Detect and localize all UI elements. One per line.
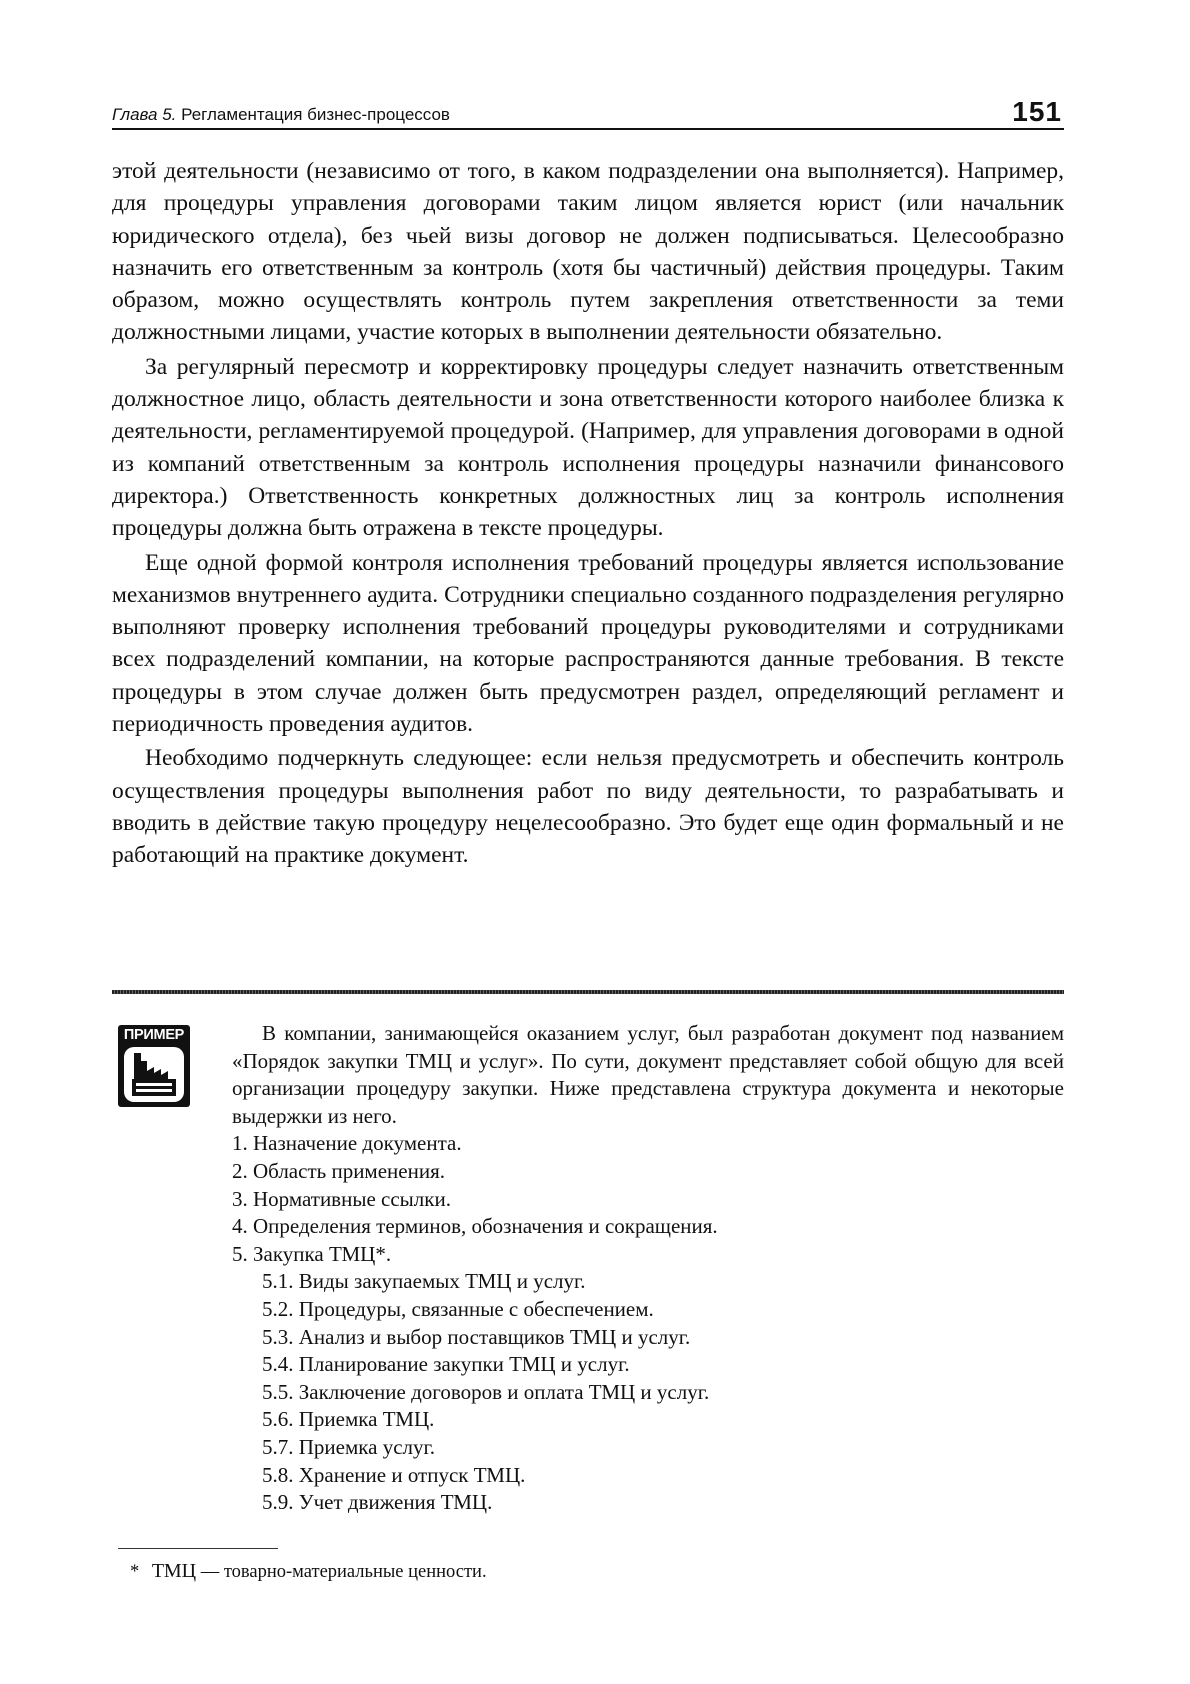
list-subitem: 5.3. Анализ и выбор поставщиков ТМЦ и услуг. xyxy=(262,1324,691,1349)
list-subitem: 5.8. Хранение и отпуск ТМЦ. xyxy=(262,1462,526,1487)
footnote-rule xyxy=(118,1548,278,1549)
paragraph: этой деятельности (независимо от того, в каком подразделении она выполняется). Например, для процедуры управления договорами таким лицом является юрист (или начальник юридического отдела), без чьей визы договор не должен подписываться. Целесообразно назначить его ответственным за контроль (хотя бы частичный) действия процедуры. Таким образом, можно осуществлять контроль путем закрепления ответственности за теми должностными лицами, участие которых в выполнении деятельности обязательно. xyxy=(112,158,1064,346)
list-subitem: 5.4. Планирование закупки ТМЦ и услуг. xyxy=(262,1352,630,1377)
paragraph: Еще одной формой контроля исполнения требований процедуры является использование механизмов внутреннего аудита. Сотрудники специально созданного подразделения регулярно выполняют проверку исполнения требований процедуры руководителями и сотрудниками всех подразделений компании, на которые распространяются данные требования. В тексте процедуры в этом случае должен быть предусмотрен раздел, определяющий регламент и периодичность проведения аудитов. xyxy=(112,549,1064,738)
footnote-text: — товарно-материальные ценности. xyxy=(200,1562,487,1582)
paragraph: За регулярный пересмотр и корректировку процедуры следует назначить ответственным должностное лицо, область деятельности и зона ответственности которого наиболее близка к деятельности, регламентируемой процедурой. (Например, для управления договорами в одной из компаний ответственным за контроль исполнения процедуры назначили финансового директора.) Ответственность конкретных должностных лиц за контроль исполнения процедуры должна быть отражена в тексте процедуры. xyxy=(112,353,1064,542)
list-subitem: 5.7. Приемка услуг. xyxy=(262,1434,436,1459)
list-subitem: 5.5. Заключение договоров и оплата ТМЦ и услуг. xyxy=(262,1379,710,1404)
list-subitem: 5.9. Учет движения ТМЦ. xyxy=(262,1490,493,1515)
list-subitem: 5.2. Процедуры, связанные с обеспечением. xyxy=(262,1296,654,1321)
list-subitem: 5.1. Виды закупаемых ТМЦ и услуг. xyxy=(262,1269,586,1294)
list-item: 1. Назначение документа. xyxy=(232,1131,462,1156)
list-item: 4. Определения терминов, обозначения и сокращения. xyxy=(232,1214,718,1239)
chapter-name: Регламентация бизнес-процессов xyxy=(181,105,450,124)
example-badge xyxy=(118,1025,190,1107)
list-item: 2. Область применения. xyxy=(232,1158,445,1183)
footnote xyxy=(130,1560,487,1583)
chapter-title xyxy=(112,105,450,125)
example-block xyxy=(232,1020,1064,1517)
footnote-mark: * xyxy=(130,1562,140,1582)
page-number: 151 xyxy=(1012,96,1062,127)
list-item: 5. Закупка ТМЦ*. xyxy=(232,1241,392,1266)
factory-icon-frame xyxy=(124,1047,184,1102)
document-structure-list xyxy=(232,1130,1064,1516)
running-header xyxy=(112,96,1064,130)
chapter-number: Глава 5. xyxy=(112,105,177,124)
footnote-abbreviation: ТМЦ xyxy=(151,1560,197,1582)
list-subitem: 5.6. Приемка ТМЦ. xyxy=(262,1407,435,1432)
section-divider xyxy=(112,990,1064,994)
body-text xyxy=(112,155,1064,874)
example-intro: В компании, занимающейся оказанием услуг, был разработан документ под названием «Порядок закупки ТМЦ и услуг». По сути, документ представляет собой общую для всей организации процедуру закупки. Ниже представлена структура документа и некоторые выдержки из него. xyxy=(232,1021,1064,1128)
list-item: 3. Нормативные ссылки. xyxy=(232,1186,451,1211)
paragraph: Необходимо подчеркнуть следующее: если нельзя предусмотреть и обеспечить контроль осуществления процедуры выполнения работ по виду деятельности, то разрабатывать и вводить в действие такую процедуру нецелесообразно. Это будет еще один формальный и не работающий на практике документ. xyxy=(112,745,1064,869)
factory-icon xyxy=(124,1047,184,1102)
example-label: ПРИМЕР xyxy=(123,1027,185,1043)
